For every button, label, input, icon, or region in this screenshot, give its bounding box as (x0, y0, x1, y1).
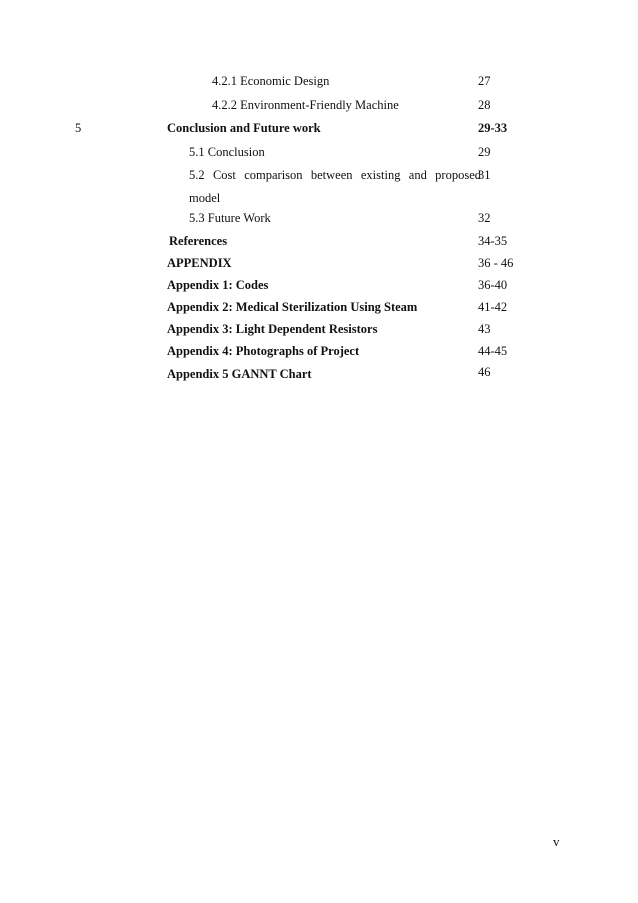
toc-entry-title: APPENDIX (167, 256, 232, 270)
toc-entry-title: 4.2.2 Environment-Friendly Machine (212, 98, 399, 112)
toc-page-number: 29 (478, 145, 491, 159)
toc-page-number: 31 (478, 168, 491, 182)
toc-page-number: 43 (478, 322, 491, 336)
toc-page-number: 36-40 (478, 278, 508, 292)
toc-page-number: 29-33 (478, 121, 508, 135)
toc-page-number: 27 (478, 74, 491, 88)
toc-entry-title: 5.1 Conclusion (189, 145, 265, 159)
toc-page-number: 36 - 46 (478, 256, 514, 270)
toc-page-number: 28 (478, 98, 491, 112)
toc-entry-title: Appendix 4: Photographs of Project (167, 344, 360, 358)
toc-entry-title: 5.2 Cost comparison between existing and proposed model (189, 168, 481, 205)
toc-entry-title: Conclusion and Future work (167, 121, 321, 135)
toc-page-number: 32 (478, 211, 491, 225)
toc-entry-title: Appendix 1: Codes (167, 278, 269, 292)
toc-entry-title: Appendix 5 GANNT Chart (167, 367, 312, 381)
toc-chapter-number: 5 (75, 121, 82, 135)
toc-page-number: 34-35 (478, 234, 508, 248)
toc-entry-title: Appendix 3: Light Dependent Resistors (167, 322, 378, 336)
toc-entry-title: 5.3 Future Work (189, 211, 271, 225)
toc-entry-title: References (169, 234, 228, 248)
toc-page-number: 44-45 (478, 344, 508, 358)
toc-entry-title: Appendix 2: Medical Sterilization Using Steam (167, 300, 418, 314)
page-number: v (553, 834, 560, 849)
toc-entry-title: 4.2.1 Economic Design (212, 74, 330, 88)
toc-page-number: 46 (478, 365, 491, 379)
toc-page-number: 41-42 (478, 300, 508, 314)
